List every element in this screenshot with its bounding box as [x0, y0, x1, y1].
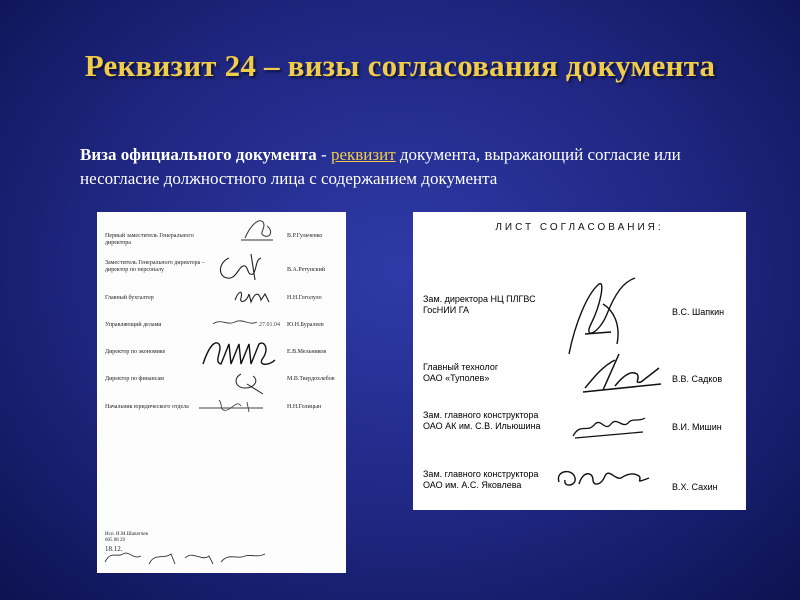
approval-position-line2: ГосНИИ ГА: [423, 305, 469, 315]
executor-phone: 605 08 29: [105, 538, 125, 543]
approval-position: [423, 469, 563, 491]
visa-position: Управляющий делами: [105, 322, 162, 328]
definition-rest: документа, выражающий согласие или несогласие должностного лица с содержанием документа: [80, 145, 681, 188]
requisite-link[interactable]: реквизит: [330, 145, 396, 164]
approval-sheet-scan: [413, 212, 746, 510]
approval-position: [423, 294, 563, 316]
visa-name: Ю.Н.Буралеев: [287, 322, 324, 328]
approval-position-line1: Зам. главного конструктора: [423, 410, 539, 420]
handwritten-signature: [199, 336, 279, 370]
executor-name: Исп. И.М.Шапатчев: [105, 532, 148, 537]
handwritten-signature: [209, 316, 281, 330]
approval-position-line2: ОАО АК им. С.В. Ильюшина: [423, 421, 541, 431]
executor-date: 18.12.: [105, 545, 123, 553]
visa-name: М.В.Твердохлебов: [287, 376, 335, 382]
visa-name: Н.Н.Голицын: [287, 404, 322, 410]
handwritten-signature: [197, 396, 267, 416]
definition-term: Виза официального документа: [80, 145, 317, 164]
handwritten-signature: [233, 288, 273, 306]
visa-position: Главный бухгалтер: [105, 295, 154, 301]
approval-visa-document-scan: [97, 212, 346, 573]
visa-name: В.А.Ретунский: [287, 267, 326, 273]
slide-title: Реквизит 24 – визы согласования документа: [84, 48, 716, 83]
visa-name: Е.В.Мельников: [287, 349, 327, 355]
approval-position-line2: ОАО им. А.С. Яковлева: [423, 480, 522, 490]
handwritten-signature: [569, 412, 649, 442]
visa-position: Первый заместитель Генерального директора: [105, 233, 194, 246]
definition-text: [80, 143, 760, 191]
approval-position-line1: Главный технолог: [423, 362, 499, 372]
approval-position-line1: Зам. директора НЦ ПЛГВС: [423, 294, 536, 304]
visa-position: Заместитель Генерального директора – директор по персоналу: [105, 260, 205, 273]
approval-sheet-header: ЛИСТ СОГЛАСОВАНИЯ:: [495, 222, 664, 233]
approval-name: В.Х. Сахин: [672, 482, 718, 492]
approval-position: [423, 410, 563, 432]
visa-position: Директор по финансам: [105, 376, 164, 382]
approval-name: В.С. Шапкин: [672, 307, 725, 317]
visa-position: Начальник юридического отдела: [105, 404, 189, 410]
handwritten-signature: [215, 252, 265, 282]
approval-name: В.В. Садков: [672, 374, 723, 384]
approval-position-line1: Зам. главного конструктора: [423, 469, 539, 479]
handwritten-signature: [581, 346, 663, 394]
definition-separator: -: [316, 145, 331, 164]
approval-name: В.И. Мишин: [672, 422, 722, 432]
visa-name: В.Р.Гульченко: [287, 233, 323, 239]
handwritten-signature: [101, 544, 271, 570]
visa-position: Директор по экономике: [105, 349, 166, 355]
visa-name: Н.Н.Гоголуло: [287, 295, 322, 301]
handwritten-signature: [237, 216, 277, 244]
approval-position-line2: ОАО «Туполев»: [423, 373, 490, 383]
approval-position: [423, 362, 563, 384]
handwritten-signature: [553, 464, 653, 492]
handwritten-signature: [229, 370, 269, 396]
visa-date: 27.01.04: [259, 322, 280, 328]
